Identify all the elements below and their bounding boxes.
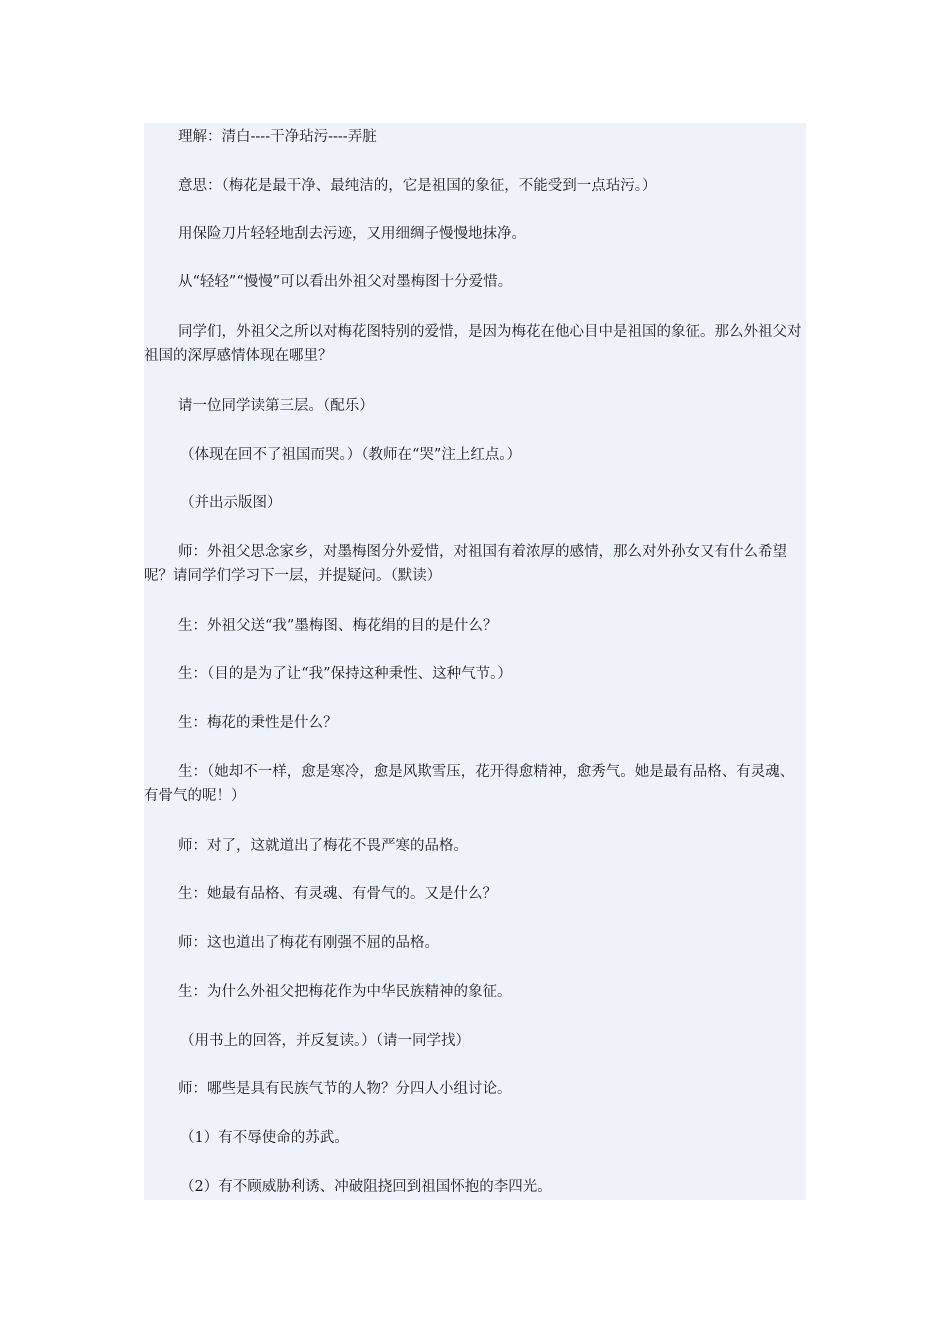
paragraph-5: 同学们，外祖父之所以对梅花图特别的爱惜，是因为梅花在他心目中是祖国的象征。那么外祖父对祖国的深厚感情体现在哪里？ [144,324,802,364]
paragraph-12: 生：梅花的秉性是什么？ [178,715,338,731]
paragraph-15: 生：她最有品格、有灵魂、有骨气的。又是什么？ [178,886,497,902]
paragraph-17: 生：为什么外祖父把梅花作为中华民族精神的象征。 [178,984,512,1000]
paragraph-18: （用书上的回答，并反复读。）（请一同学找） [180,1033,470,1049]
paragraph-20: （1）有不辱使命的苏武。 [180,1130,349,1146]
paragraph-21: （2）有不顾威胁利诱、冲破阻挠回到祖国怀抱的李四光。 [180,1179,552,1195]
paragraph-13: 生：（她却不一样，愈是寒冷，愈是风欺雪压，花开得愈精神，愈秀气。她是最有品格、有灵魂、有骨气的呢！） [144,764,795,804]
paragraph-1: 理解：清白----干净玷污----弄脏 [178,129,377,145]
paragraph-3: 用保险刀片轻轻地刮去污迹，又用细绸子慢慢地抹净。 [178,226,526,242]
paragraph-9: 师：外祖父思念家乡，对墨梅图分外爱惜，对祖国有着浓厚的感情，那么对外孙女又有什么希望呢？请同学们学习下一层，并提疑问。（默读） [144,544,787,584]
paragraph-14: 师：对了，这就道出了梅花不畏严寒的品格。 [178,838,468,854]
paragraph-11: 生：（目的是为了让“我”保持这种秉性、这种气节。） [178,666,512,682]
paragraph-7: （体现在回不了祖国而哭。）（教师在“哭”注上红点。） [180,447,522,463]
paragraph-2: 意思：（梅花是最干净、最纯洁的，它是祖国的象征，不能受到一点玷污。） [178,178,657,194]
paragraph-19: 师：哪些是具有民族气节的人物？分四人小组讨论。 [178,1081,512,1097]
paragraph-10: 生：外祖父送“我”墨梅图、梅花绢的目的是什么？ [178,618,498,634]
paragraph-6: 请一位同学读第三层。（配乐） [178,398,374,414]
paragraph-8: （并出示版图） [180,495,282,511]
paragraph-16: 师：这也道出了梅花有刚强不屈的品格。 [178,935,439,951]
paragraph-4: 从“轻轻”“慢慢”可以看出外祖父对墨梅图十分爱惜。 [178,274,513,290]
